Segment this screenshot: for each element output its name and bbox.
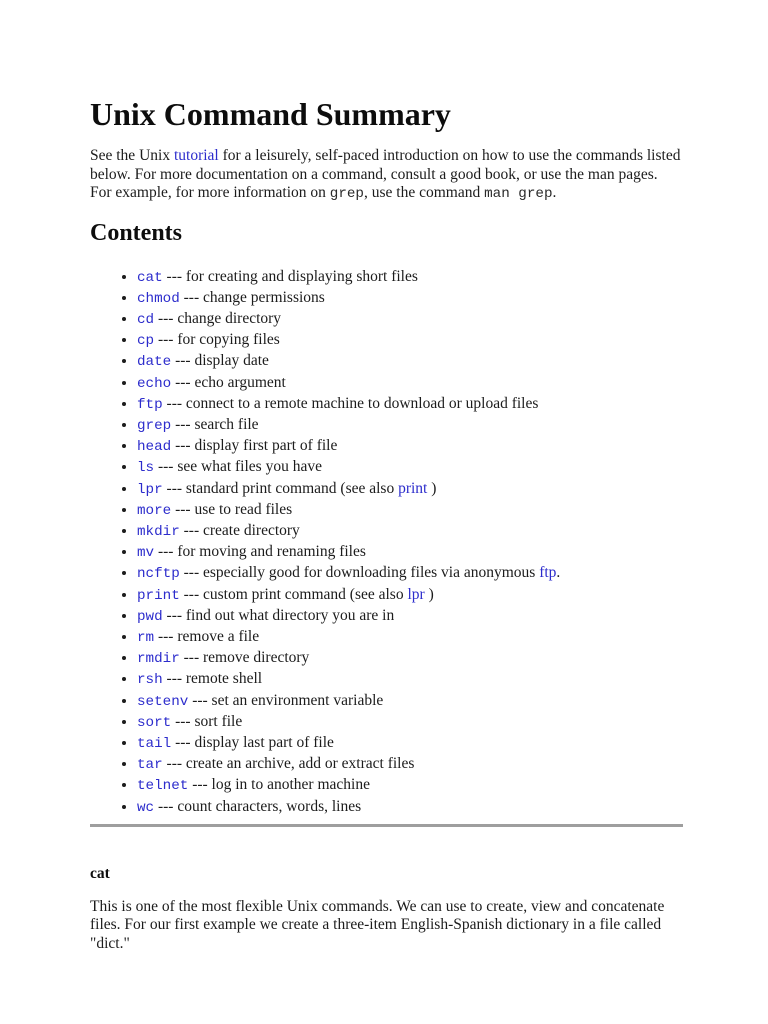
text-run: --- log in to another machine (188, 776, 370, 794)
command-link-ftp[interactable]: ftp (137, 396, 163, 413)
command-link-echo[interactable]: echo (137, 375, 172, 392)
list-item (137, 479, 683, 500)
list-item (137, 521, 683, 542)
list-item (137, 797, 683, 818)
section-heading-cat: cat (90, 864, 110, 882)
contents-heading: Contents (90, 219, 183, 246)
section-divider (90, 824, 683, 827)
text-run: --- for creating and displaying short files (162, 267, 418, 285)
command-link-pwd[interactable]: pwd (137, 608, 163, 625)
command-link-more[interactable]: more (137, 502, 172, 519)
text-run: --- display date (171, 352, 269, 370)
text-run: . (552, 184, 557, 202)
list-item (137, 267, 683, 288)
command-link-rsh[interactable]: rsh (137, 672, 163, 689)
text-run: , use the command (363, 184, 485, 202)
intro-paragraph (90, 147, 683, 204)
command-link-chmod[interactable]: chmod (137, 290, 180, 307)
list-item (137, 754, 683, 775)
see-also-link-print[interactable]: print (398, 479, 428, 497)
contents-list (90, 267, 683, 818)
command-link-tar[interactable]: tar (137, 757, 163, 774)
text-run: --- standard print command (see also (162, 479, 399, 497)
list-item (137, 394, 683, 415)
command-link-mv[interactable]: mv (137, 545, 155, 562)
text-run: --- remove directory (179, 649, 310, 667)
text-run: See the Unix (90, 146, 174, 164)
command-link-cd[interactable]: cd (137, 311, 155, 328)
list-item (137, 691, 683, 712)
see-also-link-lpr[interactable]: lpr (407, 585, 425, 603)
text-run: --- create directory (179, 521, 300, 539)
command-link-wc[interactable]: wc (137, 799, 155, 816)
command-link-sort[interactable]: sort (137, 714, 172, 731)
command-link-cp[interactable]: cp (137, 333, 155, 350)
command-link-telnet[interactable]: telnet (137, 778, 189, 795)
text-run: --- connect to a remote machine to download or upload files (162, 394, 539, 412)
list-item (137, 669, 683, 690)
list-item (137, 606, 683, 627)
command-link-cat[interactable]: cat (137, 269, 163, 286)
list-item (137, 351, 683, 372)
text-run: --- for copying files (154, 331, 280, 349)
text-run: --- remove a file (154, 627, 260, 645)
command-link-grep[interactable]: grep (137, 417, 172, 434)
list-item (137, 288, 683, 309)
inline-code: man grep (484, 186, 553, 203)
list-item (137, 627, 683, 648)
command-link-print[interactable]: print (137, 587, 180, 604)
text-run: --- search file (171, 415, 259, 433)
text-run: ) (427, 479, 437, 497)
text-run: --- display first part of file (171, 437, 338, 455)
text-run: --- use to read files (171, 500, 293, 518)
list-item (137, 775, 683, 796)
command-link-mkdir[interactable]: mkdir (137, 523, 180, 540)
text-run: ) (424, 585, 434, 603)
command-link-setenv[interactable]: setenv (137, 693, 189, 710)
list-item (137, 415, 683, 436)
command-link-rmdir[interactable]: rmdir (137, 651, 180, 668)
list-item (137, 542, 683, 563)
text-run: --- change directory (154, 309, 282, 327)
command-link-lpr[interactable]: lpr (137, 481, 163, 498)
command-link-head[interactable]: head (137, 439, 172, 456)
section-paragraph: This is one of the most flexible Unix commands. We can use to create, view and concatenate files. For our first example we create a three-item English-Spanish dictionary in a file called "dict." (90, 897, 665, 953)
text-run: --- custom print command (see also (179, 585, 408, 603)
text-run: --- especially good for downloading files via anonymous (179, 564, 540, 582)
command-link-rm[interactable]: rm (137, 629, 155, 646)
text-run: --- display last part of file (171, 733, 334, 751)
text-run: --- for moving and renaming files (154, 543, 366, 561)
list-item (137, 457, 683, 478)
text-run: --- create an archive, add or extract files (162, 755, 415, 773)
list-item (137, 373, 683, 394)
text-run: --- remote shell (162, 670, 263, 688)
tutorial-link[interactable]: tutorial (173, 146, 219, 164)
text-run: --- set an environment variable (188, 691, 384, 709)
text-run: --- change permissions (179, 288, 325, 306)
text-run: --- find out what directory you are in (162, 606, 395, 624)
list-item (137, 712, 683, 733)
command-link-tail[interactable]: tail (137, 735, 172, 752)
text-run: --- echo argument (171, 373, 286, 391)
list-item (137, 330, 683, 351)
text-run: --- see what files you have (154, 458, 322, 476)
command-link-ls[interactable]: ls (137, 460, 155, 477)
text-run: for a leisurely, self-paced introduction on how to use the commands listed below. For more documentation on a command, consult a good book, or use the man pages. For example, for more information on (90, 146, 681, 202)
list-item (137, 500, 683, 521)
list-item (137, 436, 683, 457)
see-also-link-ftp[interactable]: ftp (539, 564, 557, 582)
list-item (137, 309, 683, 330)
text-run: . (556, 564, 561, 582)
list-item (137, 648, 683, 669)
list-item (137, 585, 683, 606)
command-link-date[interactable]: date (137, 354, 172, 371)
list-item (137, 563, 683, 584)
list-item (137, 733, 683, 754)
page-title: Unix Command Summary (90, 96, 451, 132)
text-run: --- count characters, words, lines (154, 797, 362, 815)
command-link-ncftp[interactable]: ncftp (137, 566, 180, 583)
text-run: --- sort file (171, 712, 243, 730)
inline-code: grep (329, 186, 364, 203)
